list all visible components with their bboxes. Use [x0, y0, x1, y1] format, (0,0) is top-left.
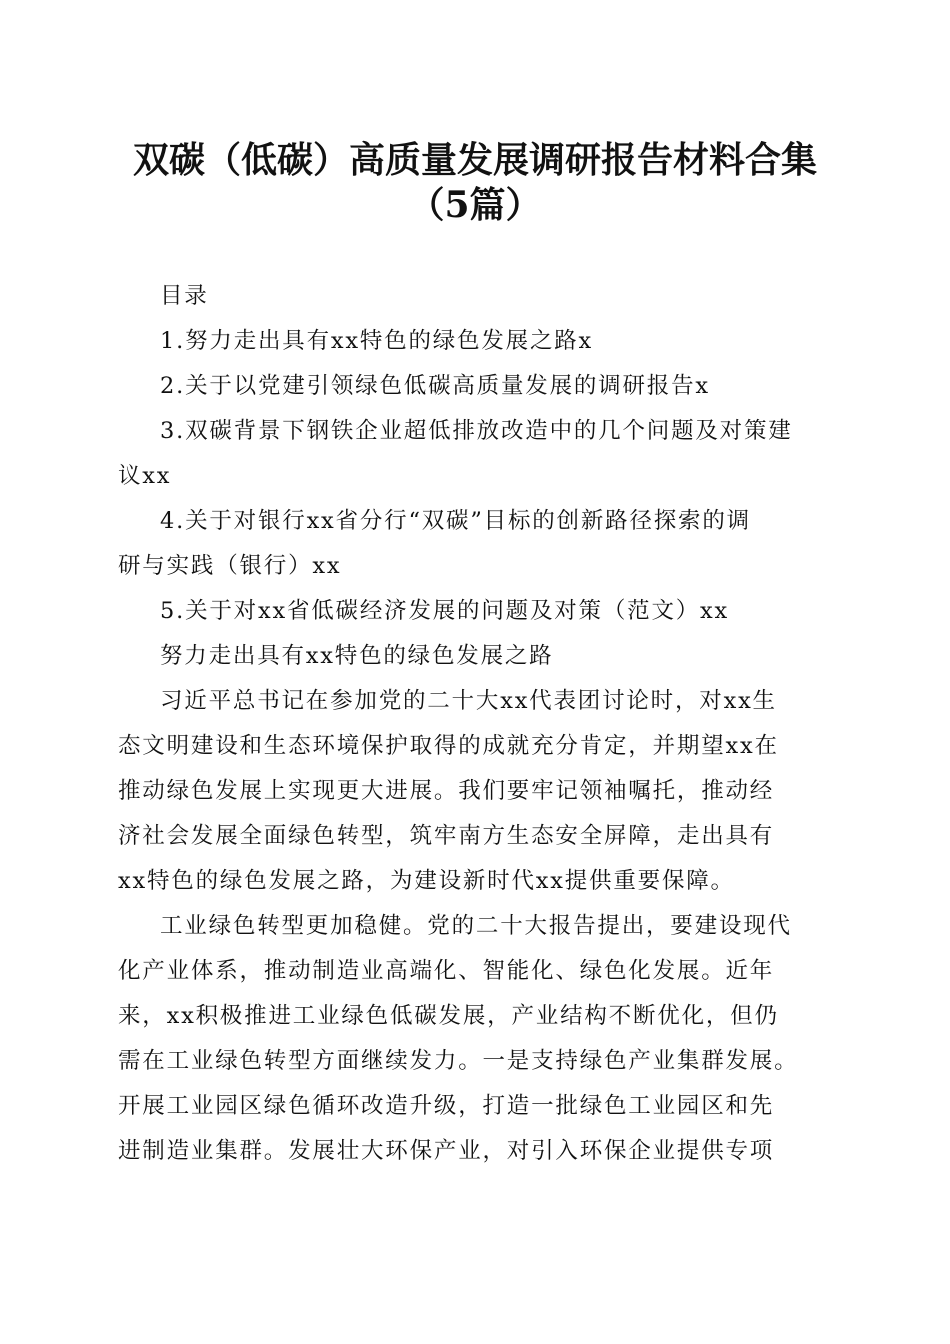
paragraph-line: 态文明建设和生态环境保护取得的成就充分肯定，并期望xx在: [118, 733, 779, 759]
toc-item: 4.关于对银行xx省分行“双碳”目标的创新路径探索的调: [160, 508, 751, 534]
section-heading: 努力走出具有xx特色的绿色发展之路: [160, 643, 554, 669]
toc-heading: 目录: [160, 283, 209, 309]
document-body: [118, 274, 838, 1174]
paragraph-line: 开展工业园区绿色循环改造升级，打造一批绿色工业园区和先: [118, 1093, 775, 1119]
paragraph-line: 需在工业绿色转型方面继续发力。一是支持绿色产业集群发展。: [118, 1048, 799, 1074]
paragraph-line: 进制造业集群。发展壮大环保产业，对引入环保企业提供专项: [118, 1138, 775, 1164]
paragraph-line: 工业绿色转型更加稳健。党的二十大报告提出，要建设现代: [160, 913, 792, 939]
document-title-subtitle: （5篇）: [408, 184, 542, 226]
toc-item: 3.双碳背景下钢铁企业超低排放改造中的几个问题及对策建: [160, 418, 793, 444]
paragraph-line: 济社会发展全面绿色转型，筑牢南方生态安全屏障，走出具有: [118, 823, 775, 849]
paragraph-line: 推动绿色发展上实现更大进展。我们要牢记领袖嘱托，推动经: [118, 778, 775, 804]
toc-item: 1.努力走出具有xx特色的绿色发展之路x: [160, 328, 594, 354]
toc-item-continued: 研与实践（银行）xx: [118, 553, 342, 579]
document-title: 双碳（低碳）高质量发展调研报告材料合集: [132, 139, 817, 181]
toc-item: 5.关于对xx省低碳经济发展的问题及对策（范文）xx: [160, 598, 730, 624]
paragraph-line: xx特色的绿色发展之路，为建设新时代xx提供重要保障。: [118, 868, 735, 894]
toc-item: 2.关于以党建引领绿色低碳高质量发展的调研报告x: [160, 373, 710, 399]
toc-item-continued: 议xx: [118, 463, 172, 489]
paragraph-line: 化产业体系，推动制造业高端化、智能化、绿色化发展。近年: [118, 958, 775, 984]
paragraph-line: 来，xx积极推进工业绿色低碳发展，产业结构不断优化，但仍: [118, 1003, 779, 1029]
paragraph-line: 习近平总书记在参加党的二十大xx代表团讨论时，对xx生: [160, 688, 777, 714]
